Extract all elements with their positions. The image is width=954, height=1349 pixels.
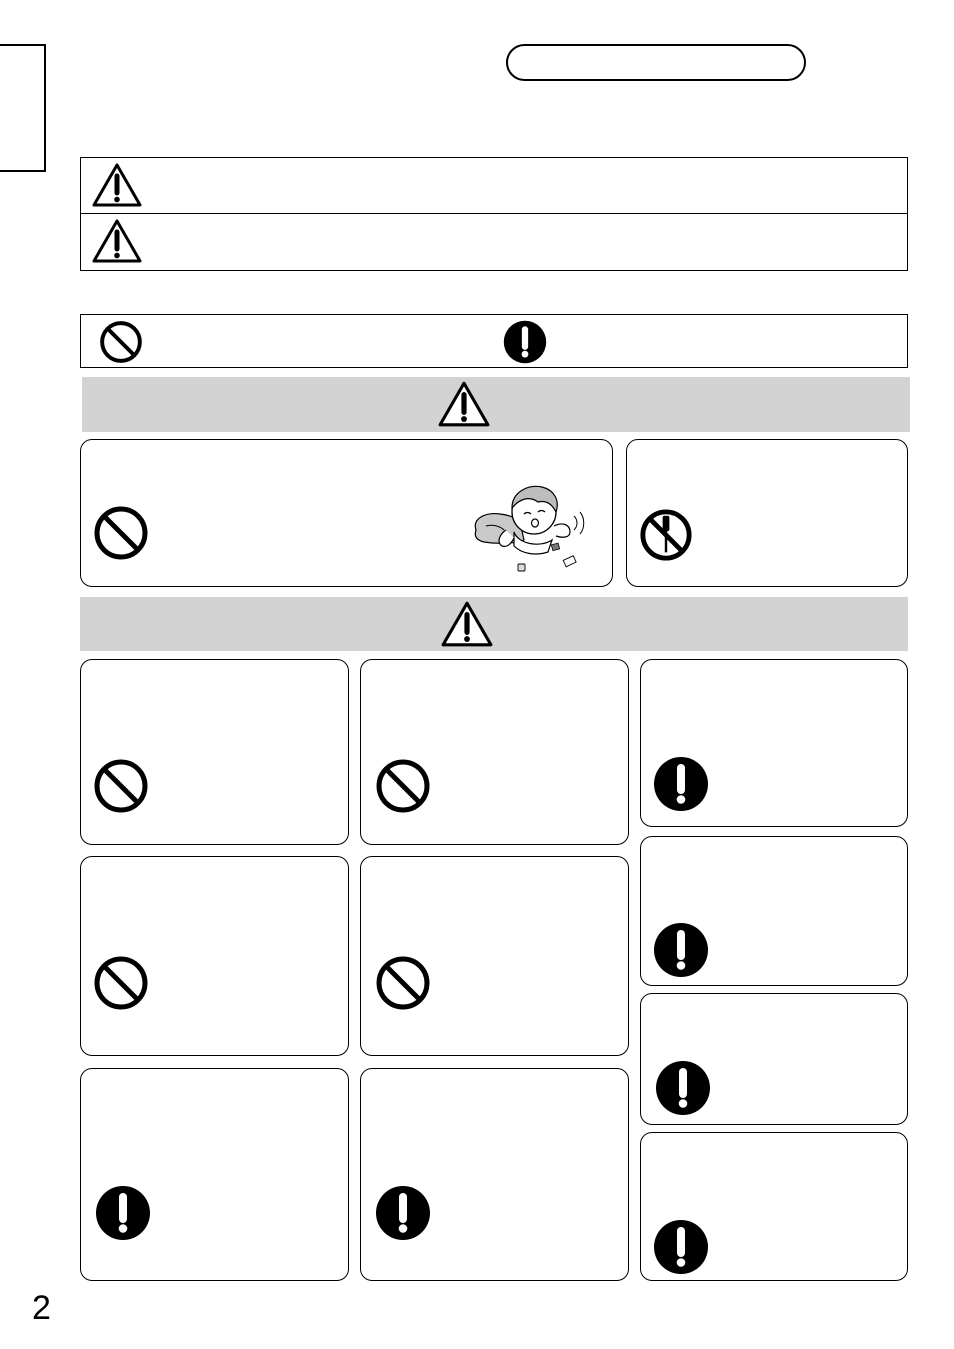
warning-triangle-icon xyxy=(437,380,491,428)
warning-triangle-icon xyxy=(91,162,143,208)
no-disassembly-icon xyxy=(639,508,693,562)
prohibition-circle-icon xyxy=(99,320,143,364)
crawling-baby-illustration xyxy=(466,482,594,578)
prohibition-circle-icon xyxy=(375,955,431,1011)
header-pill-label xyxy=(506,44,806,81)
caution-box-1 xyxy=(80,659,349,845)
warning-section-band xyxy=(82,377,910,432)
exclamation-mandatory-icon xyxy=(503,320,547,364)
caution-box-3 xyxy=(80,1068,349,1281)
warning-box-disassembly xyxy=(626,439,908,587)
symbol-legend xyxy=(80,314,908,368)
legend-divider xyxy=(81,213,907,214)
caution-box-9 xyxy=(640,993,908,1125)
prohibition-circle-icon xyxy=(93,758,149,814)
exclamation-mandatory-icon xyxy=(653,922,709,978)
exclamation-mandatory-icon xyxy=(653,1219,709,1275)
prohibition-circle-icon xyxy=(93,955,149,1011)
exclamation-mandatory-icon xyxy=(653,756,709,812)
signal-word-legend xyxy=(80,157,908,271)
caution-box-6 xyxy=(360,1068,629,1281)
caution-box-10 xyxy=(640,1132,908,1281)
caution-box-2 xyxy=(80,856,349,1056)
exclamation-mandatory-icon xyxy=(655,1060,711,1116)
exclamation-mandatory-icon xyxy=(95,1185,151,1241)
exclamation-mandatory-icon xyxy=(375,1185,431,1241)
warning-box-small-parts xyxy=(80,439,613,587)
prohibition-circle-icon xyxy=(93,505,149,561)
prohibition-circle-icon xyxy=(375,758,431,814)
page-number: 2 xyxy=(32,1289,51,1327)
caution-box-4 xyxy=(360,659,629,845)
caution-box-7 xyxy=(640,659,908,827)
caution-box-5 xyxy=(360,856,629,1056)
caution-triangle-icon xyxy=(440,600,494,648)
caution-box-8 xyxy=(640,836,908,986)
caution-triangle-icon xyxy=(91,218,143,264)
side-tab xyxy=(0,44,46,172)
caution-section-band xyxy=(80,597,908,651)
